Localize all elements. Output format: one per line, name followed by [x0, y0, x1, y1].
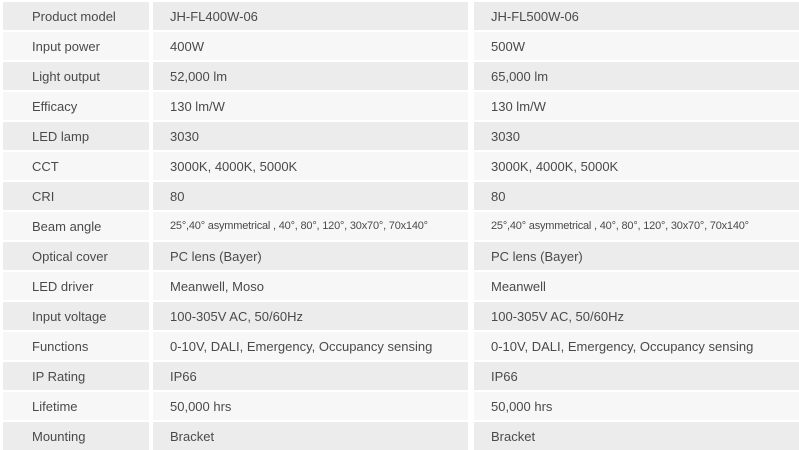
- spec-label: Product model: [3, 2, 149, 30]
- spec-value-col1: JH-FL400W-06: [153, 2, 468, 30]
- spec-value-col1: 400W: [153, 32, 468, 60]
- spec-value-col2: 3030: [474, 122, 799, 150]
- spec-value-col2: 65,000 lm: [474, 62, 799, 90]
- spec-value-col2: 25°,40° asymmetrical , 40°, 80°, 120°, 30x70°, 70x140°: [474, 212, 799, 240]
- spec-value-col2: 130 lm/W: [474, 92, 799, 120]
- spec-value-col1: 130 lm/W: [153, 92, 468, 120]
- spec-value-col2: 80: [474, 182, 799, 210]
- table-row-mounting: [0, 420, 799, 450]
- table-row-input-power: [0, 30, 799, 60]
- spec-label: Optical cover: [3, 242, 149, 270]
- spec-label: LED lamp: [3, 122, 149, 150]
- spec-value-col2: IP66: [474, 362, 799, 390]
- spec-value-col1: 25°,40° asymmetrical , 40°, 80°, 120°, 30x70°, 70x140°: [153, 212, 468, 240]
- spec-label: Beam angle: [3, 212, 149, 240]
- spec-value-col2: 0-10V, DALI, Emergency, Occupancy sensing: [474, 332, 799, 360]
- table-row-product-model: [0, 0, 799, 30]
- spec-value-col1: PC lens (Bayer): [153, 242, 468, 270]
- table-row-ip-rating: [0, 360, 799, 390]
- table-row-beam-angle: [0, 210, 799, 240]
- spec-value-col2: 500W: [474, 32, 799, 60]
- spec-value-col2: Bracket: [474, 422, 799, 450]
- spec-value-col2: 50,000 hrs: [474, 392, 799, 420]
- table-row-efficacy: [0, 90, 799, 120]
- spec-label: LED driver: [3, 272, 149, 300]
- spec-label: IP Rating: [3, 362, 149, 390]
- table-row-optical-cover: [0, 240, 799, 270]
- table-row-cct: [0, 150, 799, 180]
- table-row-cri: [0, 180, 799, 210]
- spec-value-col1: IP66: [153, 362, 468, 390]
- spec-value-col1: Meanwell, Moso: [153, 272, 468, 300]
- table-row-input-voltage: [0, 300, 799, 330]
- spec-value-col2: Meanwell: [474, 272, 799, 300]
- spec-label: CRI: [3, 182, 149, 210]
- table-row-led-lamp: [0, 120, 799, 150]
- spec-value-col2: PC lens (Bayer): [474, 242, 799, 270]
- spec-value-col2: 100-305V AC, 50/60Hz: [474, 302, 799, 330]
- spec-label: Input voltage: [3, 302, 149, 330]
- spec-label: Input power: [3, 32, 149, 60]
- spec-value-col1: 80: [153, 182, 468, 210]
- spec-value-col1: 3000K, 4000K, 5000K: [153, 152, 468, 180]
- spec-value-col1: 3030: [153, 122, 468, 150]
- spec-label: CCT: [3, 152, 149, 180]
- table-row-lifetime: [0, 390, 799, 420]
- spec-label: Lifetime: [3, 392, 149, 420]
- table-row-light-output: [0, 60, 799, 90]
- table-row-led-driver: [0, 270, 799, 300]
- spec-value-col1: 100-305V AC, 50/60Hz: [153, 302, 468, 330]
- spec-value-col2: 3000K, 4000K, 5000K: [474, 152, 799, 180]
- spec-label: Mounting: [3, 422, 149, 450]
- spec-value-col1: Bracket: [153, 422, 468, 450]
- spec-value-col2: JH-FL500W-06: [474, 2, 799, 30]
- spec-label: Light output: [3, 62, 149, 90]
- spec-value-col1: 0-10V, DALI, Emergency, Occupancy sensing: [153, 332, 468, 360]
- table-row-functions: [0, 330, 799, 360]
- spec-value-col1: 50,000 hrs: [153, 392, 468, 420]
- spec-label: Efficacy: [3, 92, 149, 120]
- spec-value-col1: 52,000 lm: [153, 62, 468, 90]
- spec-label: Functions: [3, 332, 149, 360]
